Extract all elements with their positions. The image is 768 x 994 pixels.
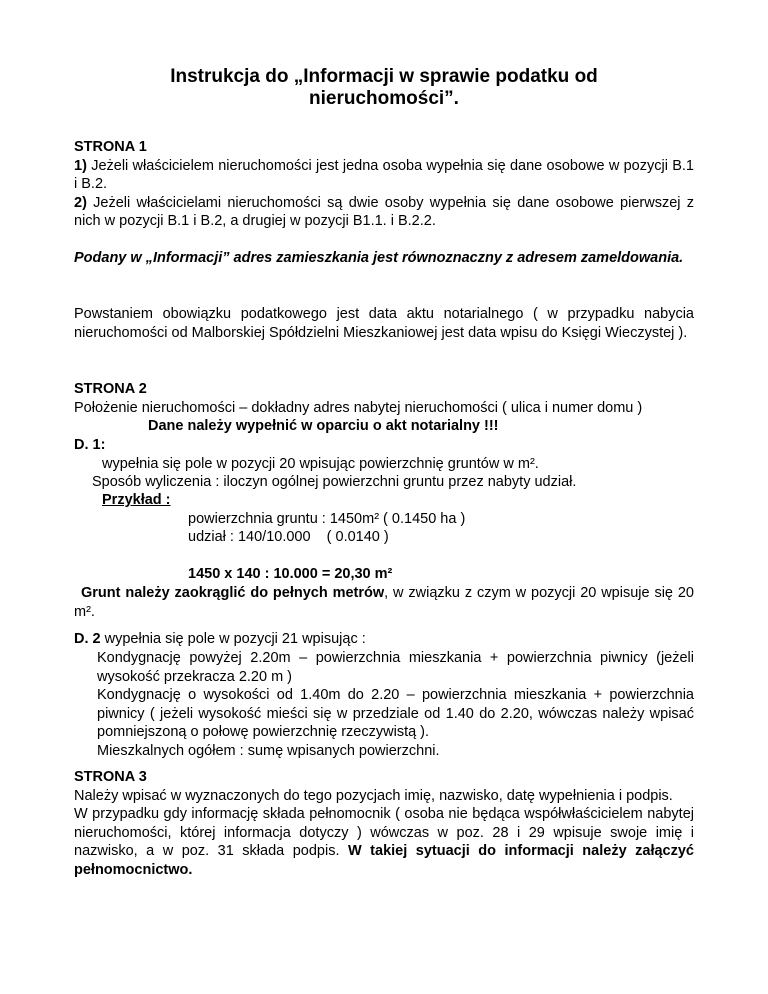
example-label-text: Przykład : [102,492,171,508]
share-line [188,528,668,547]
d2-item: Mieszkalnych ogółem : sumę wpisanych powierzchni. [97,742,440,759]
calculation-text: 1450 x 140 : 10.000 = 20,30 m² [188,566,393,582]
d2-item: Kondygnację o wysokości od 1.40m do 2.20 – powierzchnia mieszkania + powierzchnia piwnicy ( jeżeli wysokość mieści się w przedziale od 1.40 do 2.20, wówczas należy wpisać pomniejszoną o połowę powierzchnię rzeczywistą ). [97,687,694,740]
location-text: Położenie nieruchomości – dokładny adres nabytej nieruchomości ( ulica i numer domu ) [74,399,643,416]
paragraph-text: Powstaniem obowiązku podatkowego jest data aktu notarialnego ( w przypadku nabycia nieruchomości od Malborskiej Spółdzielni Mieszkaniowej jest data wpisu do Księgi Wieczystej ). [74,306,694,341]
title-line-2: nieruchomości”. [309,88,459,109]
paragraph-text: Należy wpisać w wyznaczonych do tego pozycjach imię, nazwisko, datę wypełnienia i podpis. [74,787,673,804]
title-line-1: Instrukcja do „Informacji w sprawie podatku od [170,66,598,87]
paragraph [74,194,694,231]
item-number: 2) [74,194,87,211]
section-heading: STRONA 1 [74,139,147,155]
d2-item: Kondygnację powyżej 2.20m – powierzchnia mieszkania + powierzchnia piwnicy (jeżeli wysokość przekracza 2.20 m ) [97,650,694,685]
calculation-line [188,565,668,584]
item-number: 1) [74,157,87,174]
d1-text: Sposób wyliczenia : iloczyn ogólnej powierzchni gruntu przez nabyty udział. [92,474,577,490]
section-strona-2 [74,380,694,417]
d1-line-2 [92,473,702,492]
note-text: Podany w „Informacji” adres zamieszkania jest równoznaczny z adresem zameldowania. [74,250,684,266]
d1-label-text: D. 1: [74,437,106,453]
document-title [74,66,694,110]
paragraph-text: Jeżeli właścicielami nieruchomości są dwie osoby wypełnia się dane osobowe pierwszej z nich w pozycji B.1 i B.2, a drugiej w pozycji B1.1. i B.2.2. [74,194,694,229]
example-label [102,491,402,510]
share-text: udział : 140/10.000 ( 0.0140 ) [188,529,389,545]
area-line [188,510,668,529]
rounding-rest: , w związku z czym w pozycji 20 wpisuje się 20 m². [74,585,694,620]
d2-intro [74,630,694,649]
paragraph-text: Jeżeli właścicielem nieruchomości jest jedna osoba wypełnia się dane osobowe w pozycji B.1 i B.2. [74,157,694,192]
d2-intro-text: wypełnia się pole w pozycji 21 wpisując : [100,631,366,647]
rounding-bold: Grunt należy zaokrąglić do pełnych metrów [81,585,385,601]
section-heading: STRONA 3 [74,769,147,785]
d2-list [97,649,694,760]
notarial-warning [148,417,668,436]
section-heading: STRONA 2 [74,381,147,397]
paragraph [74,157,694,194]
d1-line-1 [102,455,702,474]
paragraph-text: W przypadku gdy informację składa pełnomocnik ( osoba nie będąca współwłaścicielem nabytej nieruchomości, której informacja dotyczy ) wówczas w poz. 28 i 29 wpisuje swoje imię i nazwisko, a w poz. 31 składa podpis. [74,806,694,859]
area-text: powierzchnia gruntu : 1450m² ( 0.1450 ha ) [188,511,466,527]
d1-text: wypełnia się pole w pozycji 20 wpisując powierzchnię gruntów w m². [102,456,539,472]
d2-label-text: D. 2 [74,631,101,647]
power-of-attorney-note: W takiej sytuacji do informacji należy załączyć pełnomocnictwo. [74,843,694,878]
section-strona-3 [74,768,694,879]
warning-text: Dane należy wypełnić w oparciu o akt notarialny !!! [148,418,499,434]
paragraph [74,805,694,879]
section-strona-1 [74,138,694,231]
obligation-paragraph [74,305,694,342]
address-note [74,249,694,268]
d1-label [74,436,694,455]
rounding-paragraph [74,584,694,621]
